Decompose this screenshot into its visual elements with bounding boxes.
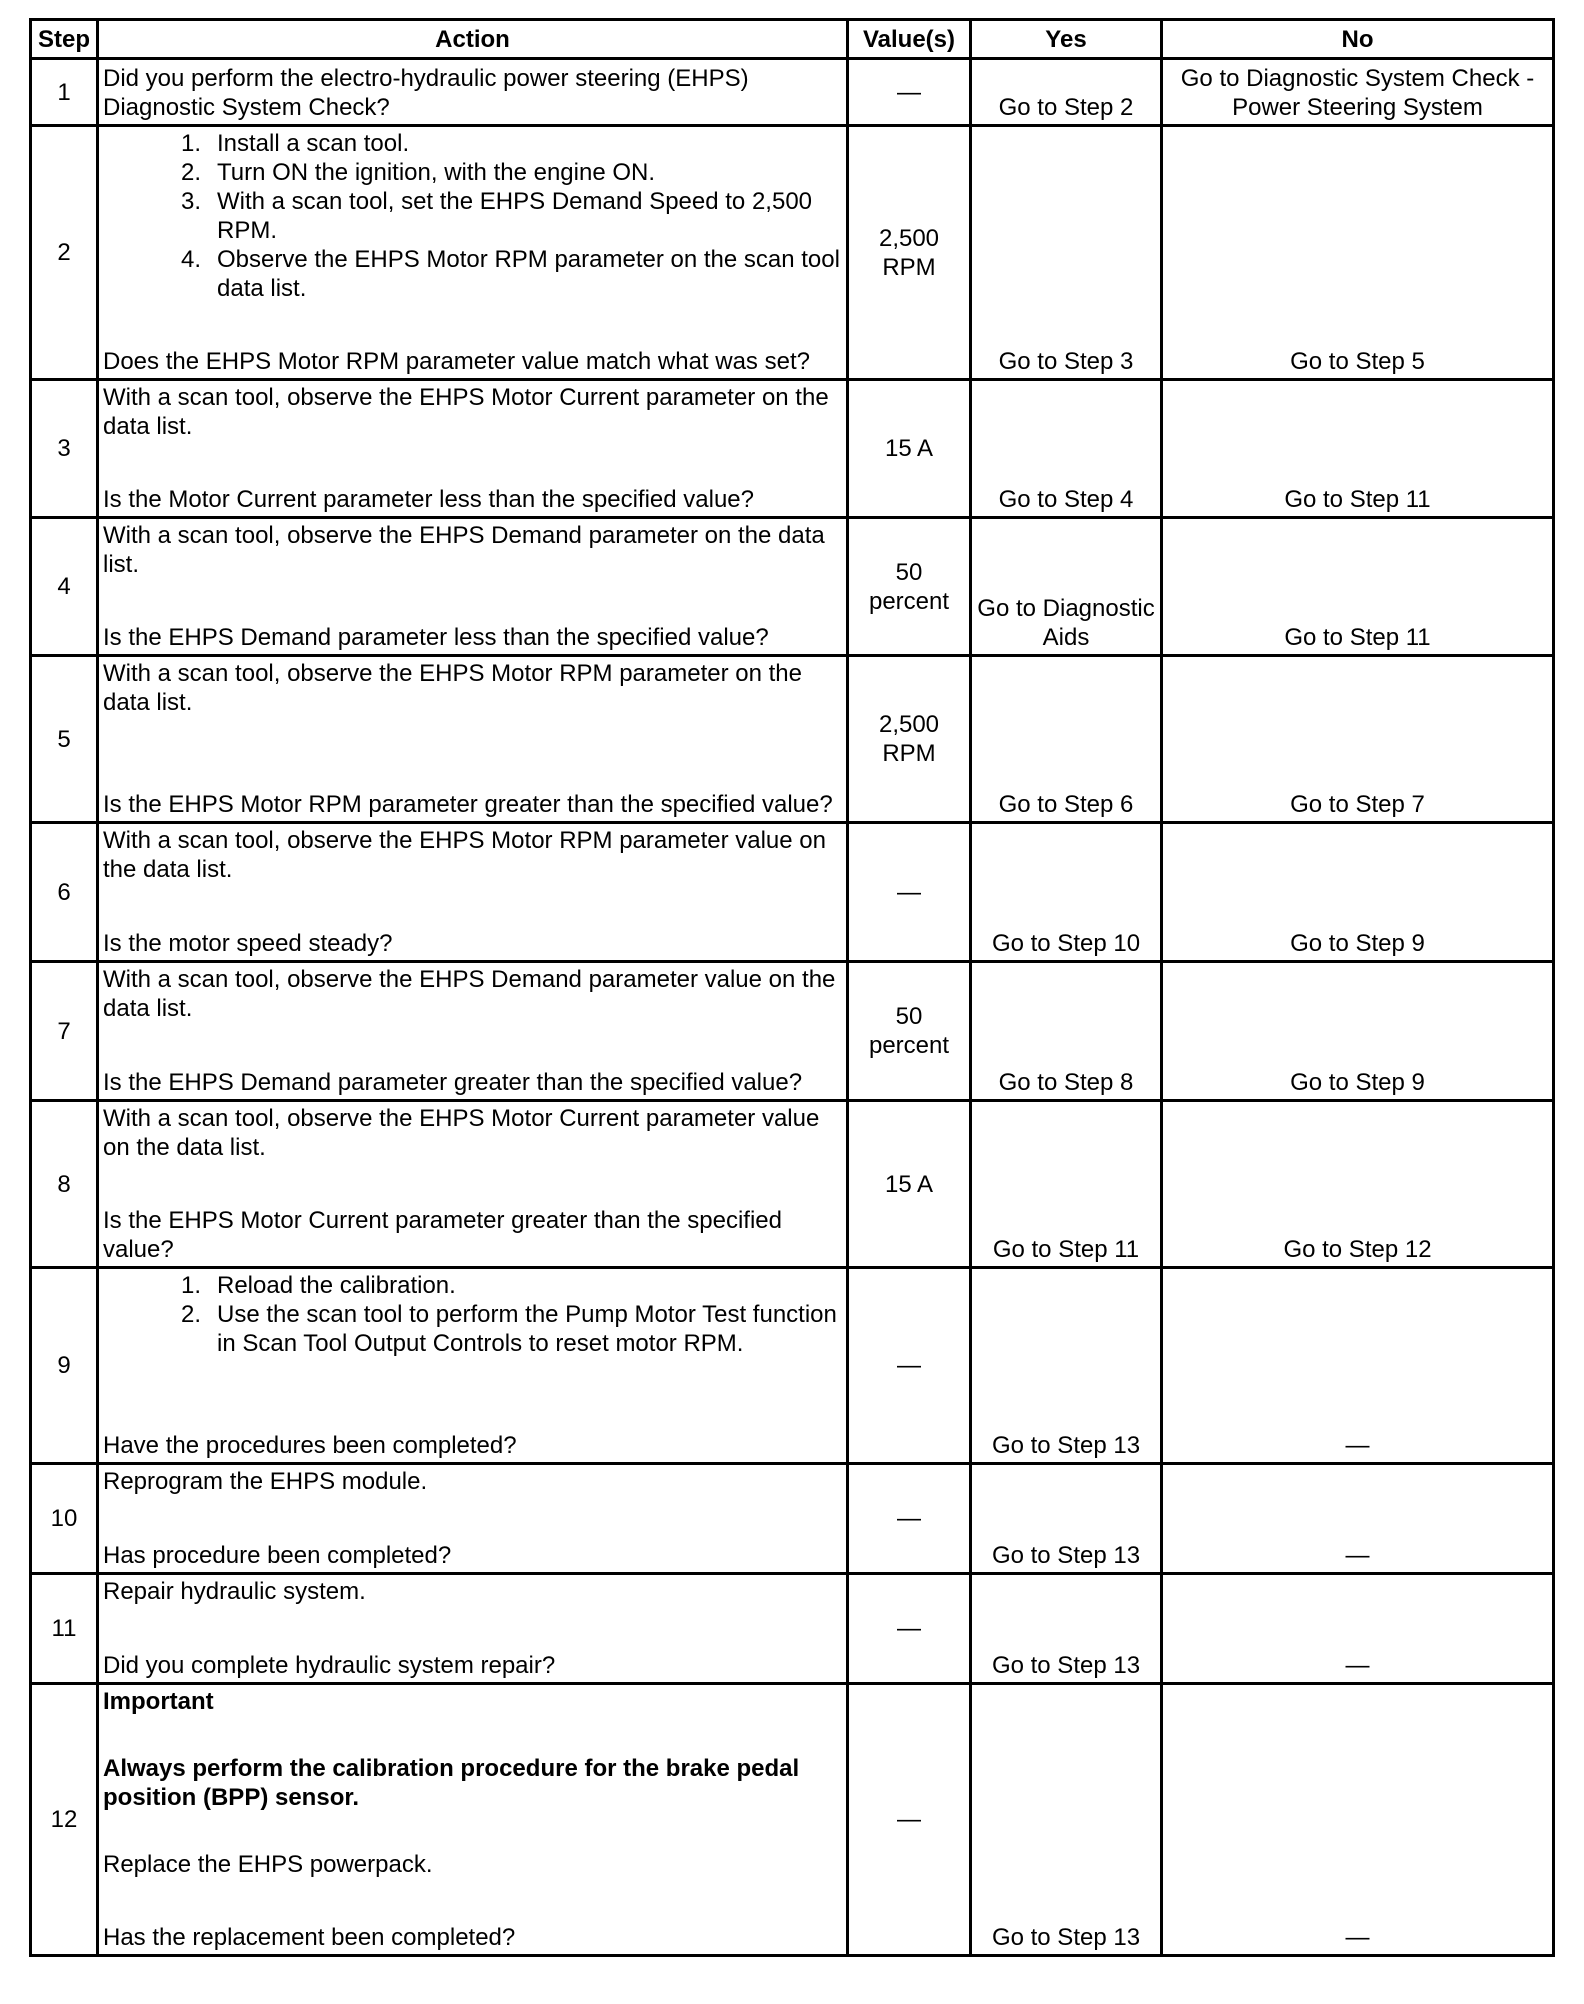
action-content — [103, 62, 842, 122]
yes-action: Go to Step 13 — [971, 1684, 1162, 1956]
step-number: 11 — [31, 1574, 98, 1684]
action-text: Did you perform the electro-hydraulic power steering (EHPS) Diagnostic System Check? — [103, 65, 749, 121]
action-cell — [98, 1101, 848, 1268]
no-action: — — [1162, 1464, 1554, 1574]
step-number: 3 — [31, 380, 98, 518]
step-number: 1 — [31, 59, 98, 126]
list-item-number: 1. — [180, 130, 201, 157]
action-question — [103, 1651, 842, 1680]
header-yes: Yes — [971, 20, 1162, 59]
no-action: Go to Diagnostic System Check - Power Steering System — [1162, 59, 1554, 126]
step-number: 6 — [31, 823, 98, 962]
list-item-text: Install a scan tool. — [217, 130, 410, 157]
action-cell — [98, 823, 848, 962]
action-cell — [98, 59, 848, 126]
list-item — [103, 1271, 842, 1300]
action-question — [103, 1206, 842, 1264]
paragraph-gap — [103, 1812, 842, 1850]
procedure-list — [103, 129, 842, 303]
action-text: Has the replacement been completed? — [103, 1924, 516, 1951]
step-number: 4 — [31, 518, 98, 656]
list-item-number: 4. — [180, 246, 201, 273]
action-content — [103, 1577, 842, 1680]
action-question — [103, 347, 842, 376]
spec-value: — — [848, 59, 971, 126]
yes-action: Go to Step 6 — [971, 656, 1162, 823]
action-question — [103, 929, 842, 958]
yes-action: Go to Step 8 — [971, 962, 1162, 1101]
step-number: 2 — [31, 126, 98, 380]
action-content — [103, 965, 842, 1097]
action-instructions — [103, 1467, 842, 1496]
action-text: Has procedure been completed? — [103, 1542, 452, 1569]
action-cell — [98, 380, 848, 518]
header-values: Value(s) — [848, 20, 971, 59]
yes-action: Go to Step 11 — [971, 1101, 1162, 1268]
action-text: Repair hydraulic system. — [103, 1578, 366, 1605]
action-text: Is the EHPS Demand parameter less than the specified value? — [103, 624, 769, 651]
action-text: Does the EHPS Motor RPM parameter value match what was set? — [103, 348, 810, 375]
no-action: Go to Step 9 — [1162, 823, 1554, 962]
list-item — [103, 1300, 842, 1358]
action-content — [103, 129, 842, 376]
list-item — [103, 187, 842, 245]
yes-action: Go to Step 3 — [971, 126, 1162, 380]
action-question — [103, 790, 842, 819]
spec-value: 50 percent — [848, 518, 971, 656]
diagnostic-table — [29, 18, 1555, 1957]
action-question — [103, 1431, 842, 1460]
action-content — [103, 521, 842, 652]
list-item-number: 1. — [180, 1272, 201, 1299]
action-question — [103, 1541, 842, 1570]
action-cell — [98, 1268, 848, 1464]
table-row — [31, 1684, 1554, 1956]
list-item — [103, 245, 842, 303]
no-action: Go to Step 11 — [1162, 518, 1554, 656]
action-text: Is the EHPS Demand parameter greater than the specified value? — [103, 1069, 803, 1096]
no-action: — — [1162, 1268, 1554, 1464]
action-content — [103, 1467, 842, 1570]
table-row — [31, 380, 1554, 518]
action-instructions — [103, 521, 842, 579]
action-instructions — [103, 1271, 842, 1358]
header-action: Action — [98, 20, 848, 59]
action-content — [103, 383, 842, 514]
table-body — [31, 59, 1554, 1956]
table-row — [31, 126, 1554, 380]
yes-action: Go to Step 13 — [971, 1574, 1162, 1684]
important-note: Always perform the calibration procedure for the brake pedal position (BPP) sensor. — [103, 1755, 800, 1811]
list-item-text: Reload the calibration. — [217, 1272, 456, 1299]
yes-action: Go to Step 2 — [971, 59, 1162, 126]
spec-value: — — [848, 1268, 971, 1464]
spec-value: — — [848, 823, 971, 962]
action-content — [103, 1104, 842, 1264]
no-action: — — [1162, 1574, 1554, 1684]
action-cell — [98, 518, 848, 656]
header-row — [31, 20, 1554, 59]
list-item — [103, 129, 842, 158]
spec-value: 15 A — [848, 380, 971, 518]
spec-value: — — [848, 1684, 971, 1956]
no-action: Go to Step 5 — [1162, 126, 1554, 380]
yes-action: Go to Step 4 — [971, 380, 1162, 518]
yes-action: Go to Step 10 — [971, 823, 1162, 962]
action-text: With a scan tool, observe the EHPS Motor Current parameter value on the data list. — [103, 1105, 820, 1161]
action-cell — [98, 962, 848, 1101]
action-text: Is the motor speed steady? — [103, 930, 393, 957]
no-action: Go to Step 11 — [1162, 380, 1554, 518]
list-item-number: 2. — [180, 159, 201, 186]
spec-value: 2,500 RPM — [848, 656, 971, 823]
yes-action: Go to Step 13 — [971, 1464, 1162, 1574]
action-instructions — [103, 1577, 842, 1606]
action-cell — [98, 656, 848, 823]
header-no: No — [1162, 20, 1554, 59]
step-number: 5 — [31, 656, 98, 823]
action-cell — [98, 126, 848, 380]
spec-value: 50 percent — [848, 962, 971, 1101]
step-number: 12 — [31, 1684, 98, 1956]
list-item-text: Use the scan tool to perform the Pump Motor Test function in Scan Tool Output Controls to reset motor RPM. — [217, 1301, 837, 1357]
no-action: Go to Step 9 — [1162, 962, 1554, 1101]
action-text: Is the Motor Current parameter less than the specified value? — [103, 486, 754, 513]
table-row — [31, 518, 1554, 656]
action-instructions — [103, 965, 842, 1023]
step-number: 8 — [31, 1101, 98, 1268]
action-text: With a scan tool, observe the EHPS Demand parameter value on the data list. — [103, 966, 836, 1022]
action-instructions — [103, 383, 842, 441]
spec-value: — — [848, 1574, 971, 1684]
yes-action: Go to Step 13 — [971, 1268, 1162, 1464]
action-text: Did you complete hydraulic system repair? — [103, 1652, 556, 1679]
action-content — [103, 659, 842, 819]
step-number: 9 — [31, 1268, 98, 1464]
header-step: Step — [31, 20, 98, 59]
action-question — [103, 64, 842, 122]
action-text: With a scan tool, observe the EHPS Motor Current parameter on the data list. — [103, 384, 829, 440]
action-text: Have the procedures been completed? — [103, 1432, 517, 1459]
action-text: With a scan tool, observe the EHPS Motor RPM parameter on the data list. — [103, 660, 802, 716]
action-text: Is the EHPS Motor Current parameter greater than the specified value? — [103, 1207, 782, 1263]
table-row — [31, 962, 1554, 1101]
table-row — [31, 1574, 1554, 1684]
action-instructions — [103, 659, 842, 717]
list-item-text: Turn ON the ignition, with the engine ON. — [217, 159, 655, 186]
table-row — [31, 1464, 1554, 1574]
list-item — [103, 158, 842, 187]
table-header — [31, 20, 1554, 59]
action-instructions — [103, 826, 842, 884]
spec-value: 2,500 RPM — [848, 126, 971, 380]
table-row — [31, 1268, 1554, 1464]
table-row — [31, 656, 1554, 823]
action-text: Reprogram the EHPS module. — [103, 1468, 428, 1495]
no-action: Go to Step 7 — [1162, 656, 1554, 823]
action-cell — [98, 1574, 848, 1684]
action-cell — [98, 1464, 848, 1574]
action-question — [103, 485, 842, 514]
action-instructions — [103, 129, 842, 303]
important-note: Important — [103, 1688, 214, 1715]
action-question — [103, 1068, 842, 1097]
action-content — [103, 1271, 842, 1460]
table-row — [31, 59, 1554, 126]
action-instructions — [103, 1687, 842, 1879]
action-text: With a scan tool, observe the EHPS Motor RPM parameter value on the data list. — [103, 827, 826, 883]
action-content — [103, 826, 842, 958]
step-number: 7 — [31, 962, 98, 1101]
list-item-text: Observe the EHPS Motor RPM parameter on the scan tool data list. — [217, 246, 840, 302]
action-question — [103, 1923, 842, 1952]
table-row — [31, 1101, 1554, 1268]
action-text: Is the EHPS Motor RPM parameter greater than the specified value? — [103, 791, 833, 818]
action-text: Replace the EHPS powerpack. — [103, 1851, 433, 1878]
action-cell — [98, 1684, 848, 1956]
no-action: — — [1162, 1684, 1554, 1956]
list-item-text: With a scan tool, set the EHPS Demand Speed to 2,500 RPM. — [217, 188, 813, 244]
list-item-number: 3. — [180, 188, 201, 215]
no-action: Go to Step 12 — [1162, 1101, 1554, 1268]
table-row — [31, 823, 1554, 962]
yes-action: Go to Diagnostic Aids — [971, 518, 1162, 656]
spec-value: 15 A — [848, 1101, 971, 1268]
action-question — [103, 623, 842, 652]
list-item-number: 2. — [180, 1301, 201, 1328]
action-content — [103, 1687, 842, 1952]
step-number: 10 — [31, 1464, 98, 1574]
action-instructions — [103, 1104, 842, 1162]
paragraph-gap — [103, 1716, 842, 1754]
action-text: With a scan tool, observe the EHPS Demand parameter on the data list. — [103, 522, 825, 578]
spec-value: — — [848, 1464, 971, 1574]
procedure-list — [103, 1271, 842, 1358]
